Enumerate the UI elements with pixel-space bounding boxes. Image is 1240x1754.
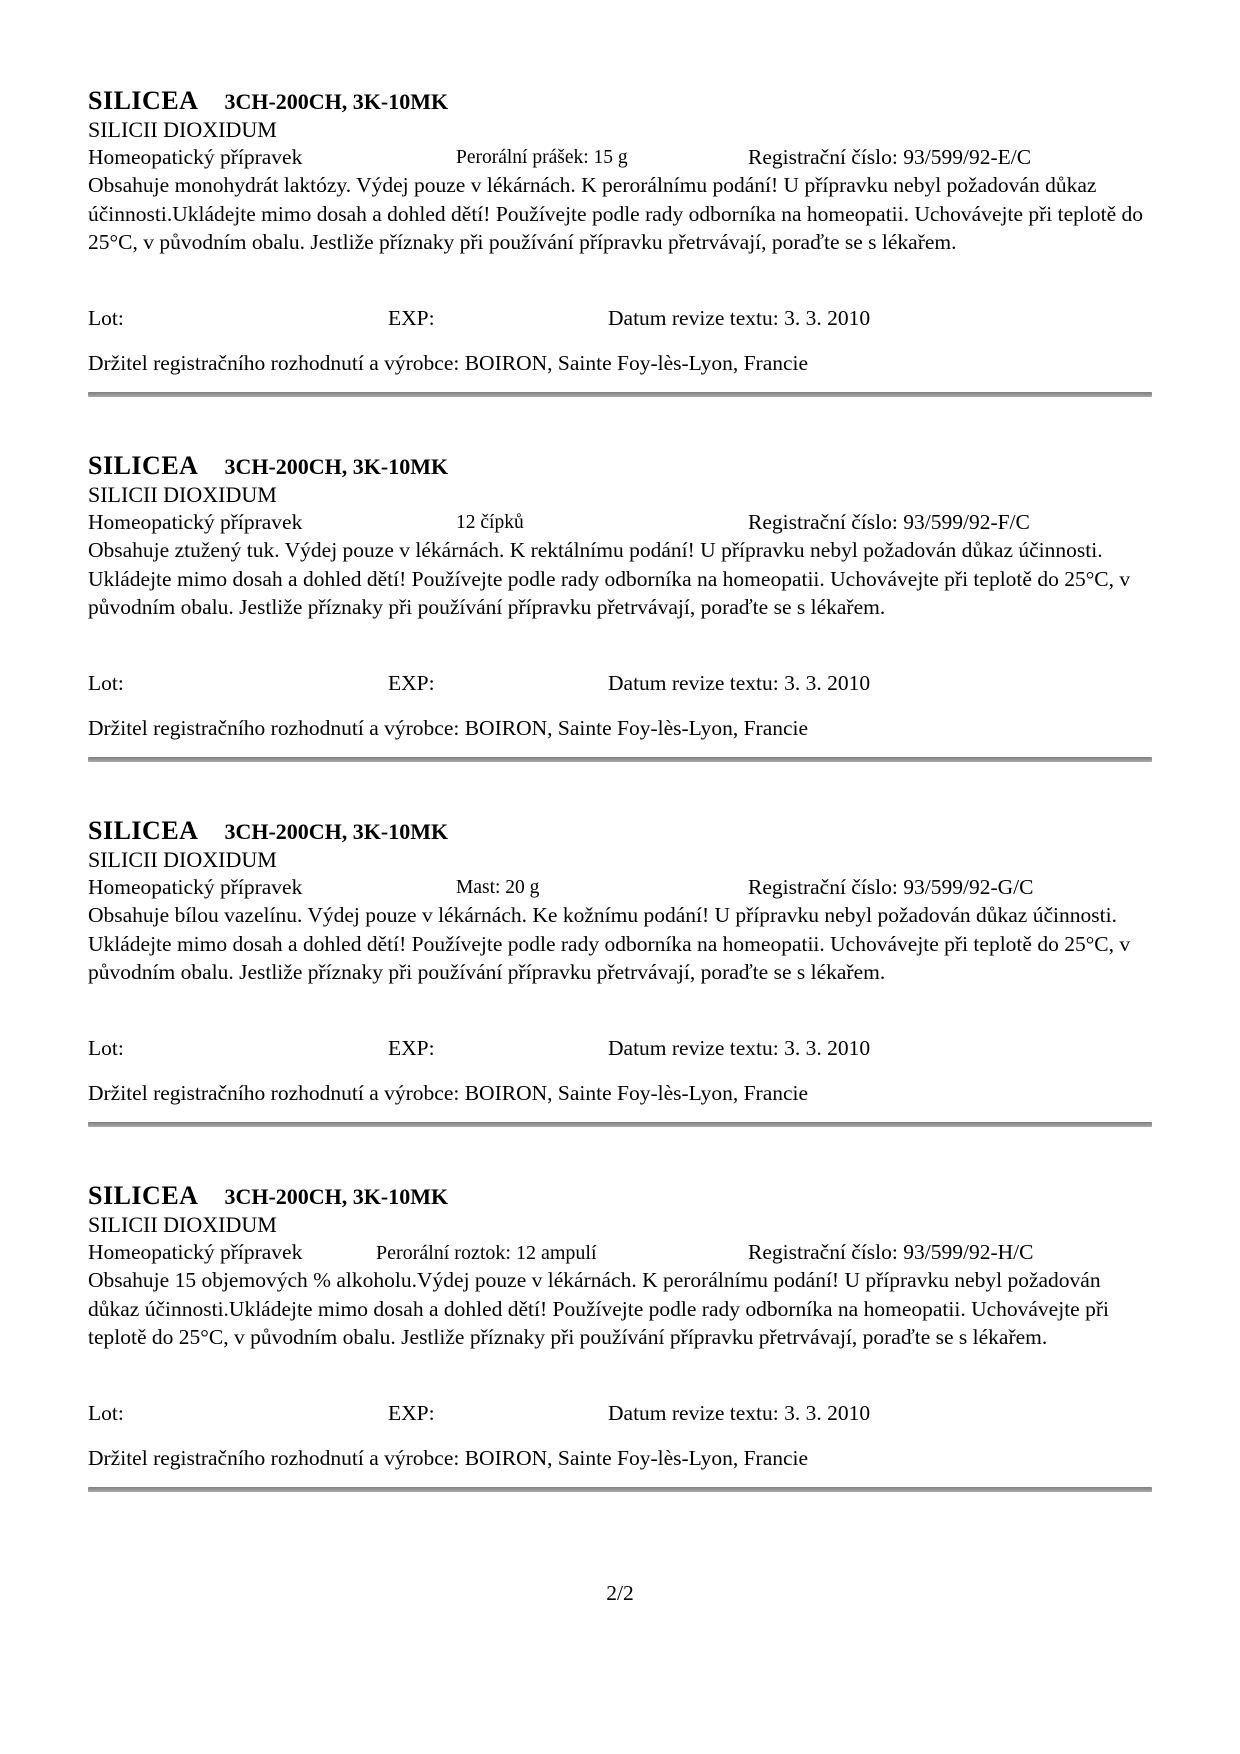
lot-label: Lot:: [88, 1036, 124, 1060]
product-dilutions: 3CH-200CH, 3K-10MK: [224, 819, 449, 844]
registration-number: Registrační číslo: 93/599/92-F/C: [748, 510, 1030, 534]
product-section-2: [88, 451, 1152, 762]
registration-number: Registrační číslo: 93/599/92-G/C: [748, 875, 1034, 899]
section-divider: [88, 392, 1152, 397]
registration-number: Registrační číslo: 93/599/92-H/C: [748, 1240, 1034, 1264]
latin-name: SILICII DIOXIDUM: [88, 847, 277, 872]
product-name: SILICEA: [88, 451, 199, 480]
lot-exp-row: [88, 670, 1152, 697]
registration-holder: Držitel registračního rozhodnutí a výrobce: BOIRON, Sainte Foy-lès-Lyon, Francie: [88, 351, 809, 375]
section-title-row: [88, 451, 1152, 481]
product-type-label: Homeopatický přípravek: [88, 510, 303, 534]
section-title-row: [88, 816, 1152, 846]
product-description: Obsahuje ztužený tuk. Výdej pouze v lékárnách. K rektálnímu podání! U přípravku nebyl požadován důkaz účinnosti. Ukládejte mimo dosah a dohled dětí! Používejte podle rady odborníka na homeopatii. Uchovávejte při teplotě do 25°C, v původním obalu. Jestliže příznaky při používání přípravku přetrvávají, poraďte se s lékařem.: [88, 538, 1131, 619]
section-title-row: [88, 1181, 1152, 1211]
product-dilutions: 3CH-200CH, 3K-10MK: [224, 1184, 449, 1209]
registration-holder: Držitel registračního rozhodnutí a výrobce: BOIRON, Sainte Foy-lès-Lyon, Francie: [88, 716, 809, 740]
product-name: SILICEA: [88, 1181, 199, 1210]
latin-name: SILICII DIOXIDUM: [88, 482, 277, 507]
lot-exp-row: [88, 1035, 1152, 1062]
section-divider: [88, 757, 1152, 762]
lot-label: Lot:: [88, 671, 124, 695]
dosage-form: Perorální prášek: 15 g: [456, 147, 628, 168]
page-number: 2/2: [606, 1581, 634, 1605]
product-section-3: [88, 816, 1152, 1127]
registration-holder: Držitel registračního rozhodnutí a výrobce: BOIRON, Sainte Foy-lès-Lyon, Francie: [88, 1081, 809, 1105]
registration-holder: Držitel registračního rozhodnutí a výrobce: BOIRON, Sainte Foy-lès-Lyon, Francie: [88, 1446, 809, 1470]
revision-date: Datum revize textu: 3. 3. 2010: [608, 671, 871, 695]
product-name: SILICEA: [88, 86, 199, 115]
product-section-1: [88, 86, 1152, 397]
product-type-label: Homeopatický přípravek: [88, 145, 303, 169]
dosage-form: Mast: 20 g: [456, 877, 540, 898]
lot-exp-row: [88, 305, 1152, 332]
product-info-row: [88, 143, 1152, 171]
revision-date: Datum revize textu: 3. 3. 2010: [608, 1401, 871, 1425]
product-dilutions: 3CH-200CH, 3K-10MK: [224, 454, 449, 479]
dosage-form: 12 čípků: [456, 512, 524, 533]
product-name: SILICEA: [88, 816, 199, 845]
product-type-label: Homeopatický přípravek: [88, 875, 303, 899]
product-dilutions: 3CH-200CH, 3K-10MK: [224, 89, 449, 114]
lot-label: Lot:: [88, 306, 124, 330]
section-title-row: [88, 86, 1152, 116]
exp-label: EXP:: [388, 1036, 435, 1060]
latin-name: SILICII DIOXIDUM: [88, 117, 277, 142]
exp-label: EXP:: [388, 1401, 435, 1425]
section-divider: [88, 1487, 1152, 1492]
revision-date: Datum revize textu: 3. 3. 2010: [608, 1036, 871, 1060]
exp-label: EXP:: [388, 671, 435, 695]
product-info-row: [88, 508, 1152, 536]
product-description: Obsahuje 15 objemových % alkoholu.Výdej pouze v lékárnách. K perorálnímu podání! U přípravku nebyl požadován důkaz účinnosti.Ukládejte mimo dosah a dohled dětí! Používejte podle rady odborníka na homeopatii. Uchovávejte při teplotě do 25°C, v původním obalu. Jestliže příznaky při používání přípravku přetrvávají, poraďte se s lékařem.: [88, 1268, 1109, 1349]
product-info-row: [88, 873, 1152, 901]
lot-exp-row: [88, 1400, 1152, 1427]
product-info-row: [88, 1238, 1152, 1266]
product-description: Obsahuje monohydrát laktózy. Výdej pouze v lékárnách. K perorálnímu podání! U přípravku nebyl požadován důkaz účinnosti.Ukládejte mimo dosah a dohled dětí! Používejte podle rady odborníka na homeopatii. Uchovávejte při teplotě do 25°C, v původním obalu. Jestliže příznaky při používání přípravku přetrvávají, poraďte se s lékařem.: [88, 173, 1144, 254]
product-type-label: Homeopatický přípravek: [88, 1240, 303, 1264]
registration-number: Registrační číslo: 93/599/92-E/C: [748, 145, 1032, 169]
section-divider: [88, 1122, 1152, 1127]
lot-label: Lot:: [88, 1401, 124, 1425]
revision-date: Datum revize textu: 3. 3. 2010: [608, 306, 871, 330]
dosage-form: Perorální roztok: 12 ampulí: [376, 1242, 597, 1264]
exp-label: EXP:: [388, 306, 435, 330]
product-description: Obsahuje bílou vazelínu. Výdej pouze v lékárnách. Ke kožnímu podání! U přípravku nebyl požadován důkaz účinnosti. Ukládejte mimo dosah a dohled dětí! Používejte podle rady odborníka na homeopatii. Uchovávejte při teplotě do 25°C, v původním obalu. Jestliže příznaky při používání přípravku přetrvávají, poraďte se s lékařem.: [88, 903, 1131, 984]
product-section-4: [88, 1181, 1152, 1492]
latin-name: SILICII DIOXIDUM: [88, 1212, 277, 1237]
